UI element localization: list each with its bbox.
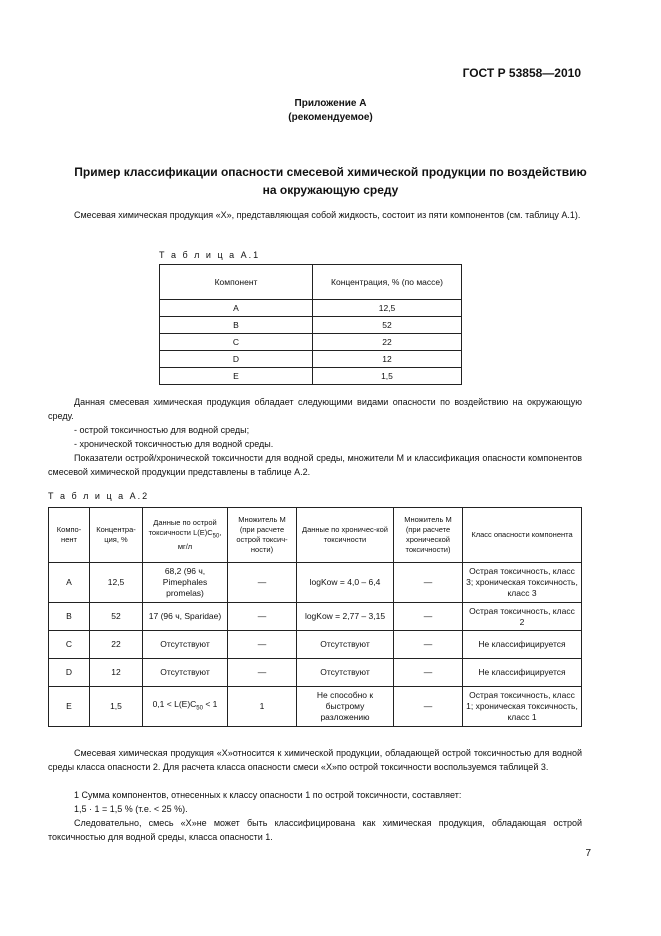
table-row [49, 687, 582, 727]
table-cell: C [49, 631, 90, 659]
table-cell: — [228, 563, 297, 603]
table-cell: A [160, 300, 313, 317]
table-cell: — [228, 659, 297, 687]
table-cell: — [228, 631, 297, 659]
table-header-row [49, 508, 582, 563]
table-row [49, 603, 582, 631]
table-cell: B [49, 603, 90, 631]
table-cell: 12,5 [90, 563, 143, 603]
table-cell: — [394, 659, 463, 687]
table-cell: $0,1 < L(E)C_{50} < 1$ [143, 687, 228, 727]
table-cell: — [394, 631, 463, 659]
table-cell: D [49, 659, 90, 687]
table-cell: 12,5 [313, 300, 462, 317]
table-cell: C [160, 334, 313, 351]
table-row [160, 351, 462, 368]
conclusion-paragraph: Следовательно, смесь «Х»не может быть классифицирована как химическая продукция, обладающая острой токсичностью для водной среды, класса опасности 1. [48, 818, 582, 842]
table-cell: 1,5 [313, 368, 462, 385]
table-cell: Отсутствуют [297, 659, 394, 687]
title-line-2: на окружающую среду [262, 183, 399, 197]
table-cell: 22 [313, 334, 462, 351]
table-cell: 68,2 (96 ч, Pimephales promelas) [143, 563, 228, 603]
table-header-row [160, 265, 462, 300]
table-cell: D [160, 351, 313, 368]
table-cell: E [160, 368, 313, 385]
table-cell: 1 [228, 687, 297, 727]
sum-paragraph: 1 Сумма компонентов, отнесенных к классу опасности 1 по острой токсичности, составляет: [74, 790, 462, 800]
header-concentration: Концентра-ция, % [90, 508, 143, 563]
table-cell: Не классифицируется [463, 631, 582, 659]
table-cell: 52 [90, 603, 143, 631]
standard-number: ГОСТ Р 53858—2010 [462, 66, 581, 80]
table-a2 [48, 507, 582, 727]
header-m-acute: Множитель М (при расчете острой токсич-ности) [228, 508, 297, 563]
table-cell: 52 [313, 317, 462, 334]
appendix-label: Приложение А [294, 98, 367, 109]
bullet-acute: - острой токсичностью для водной среды; [74, 425, 250, 435]
table-header-cell: Компонент [160, 265, 313, 300]
header-acute-data: Данные по острой токсичности $L(E)C_{50}$, мг/л [143, 508, 228, 563]
table-cell: E [49, 687, 90, 727]
table-row [49, 631, 582, 659]
page-title [0, 163, 661, 199]
table-cell: Не способно к быстрому разложению [297, 687, 394, 727]
header-chronic-data: Данные по хроничес-кой токсичности [297, 508, 394, 563]
table-a1-caption: Т а б л и ц а А.1 [159, 250, 261, 260]
table-header-cell: Концентрация, % (по массе) [313, 265, 462, 300]
title-line-1: Пример классификации опасности смесевой химической продукции по воздействию [74, 165, 587, 179]
table-cell: A [49, 563, 90, 603]
table-cell: B [160, 317, 313, 334]
table-cell: — [228, 603, 297, 631]
bullet-chronic: - хронической токсичностью для водной среды. [74, 439, 274, 449]
table-cell: — [394, 603, 463, 631]
appendix-heading [0, 97, 661, 125]
formula: 1,5 · 1 = 1,5 % (т.е. < 25 %). [74, 804, 188, 814]
appendix-status: (рекомендуемое) [288, 112, 373, 123]
table-cell: 12 [313, 351, 462, 368]
header-m-chronic: Множитель М (при расчете хронической токсичности) [394, 508, 463, 563]
table-cell: Отсутствуют [143, 631, 228, 659]
table-cell: 12 [90, 659, 143, 687]
table-cell: Острая токсичность, класс 1; хроническая токсичность, класс 1 [463, 687, 582, 727]
table-cell: Отсутствуют [297, 631, 394, 659]
table-cell: 17 (96 ч, Sparidae) [143, 603, 228, 631]
page-number: 7 [585, 848, 591, 859]
table-cell: — [394, 687, 463, 727]
table-cell: Отсутствуют [143, 659, 228, 687]
table-row [160, 368, 462, 385]
table-row [49, 659, 582, 687]
table-row [160, 317, 462, 334]
table-row [160, 300, 462, 317]
table-cell: Не классифицируется [463, 659, 582, 687]
table-cell: 1,5 [90, 687, 143, 727]
table-cell: logKow = 4,0 – 6,4 [297, 563, 394, 603]
table-a1 [159, 264, 462, 385]
table-row [160, 334, 462, 351]
table-row [49, 563, 582, 603]
hazard-paragraph: Данная смесевая химическая продукция обладает следующими видами опасности по воздействию на окружающую среду. [48, 397, 582, 421]
table-cell: 22 [90, 631, 143, 659]
table-cell: — [394, 563, 463, 603]
table-cell: logKow = 2,77 – 3,15 [297, 603, 394, 631]
classification-paragraph: Смесевая химическая продукция «Х»относится к химической продукции, обладающей острой токсичностью для водной среды класса опасности 2. Для расчета класса опасности смеси «Х»по острой токсичности воспользуемся таблицей 3. [48, 748, 582, 772]
header-hazard-class: Класс опасности компонента [463, 508, 582, 563]
table-a2-caption: Т а б л и ц а А.2 [48, 491, 150, 501]
table-cell: Острая токсичность, класс 2 [463, 603, 582, 631]
header-component: Компо-нент [49, 508, 90, 563]
table-cell: Острая токсичность, класс 3; хроническая токсичность, класс 3 [463, 563, 582, 603]
indicators-paragraph: Показатели острой/хронической токсичности для водной среды, множители М и классификация опасности компонентов смесевой химической продукции представлены в таблице А.2. [48, 453, 582, 477]
intro-paragraph: Смесевая химическая продукция «Х», представляющая собой жидкость, состоит из пяти компонентов (см. таблицу А.1). [74, 210, 581, 220]
